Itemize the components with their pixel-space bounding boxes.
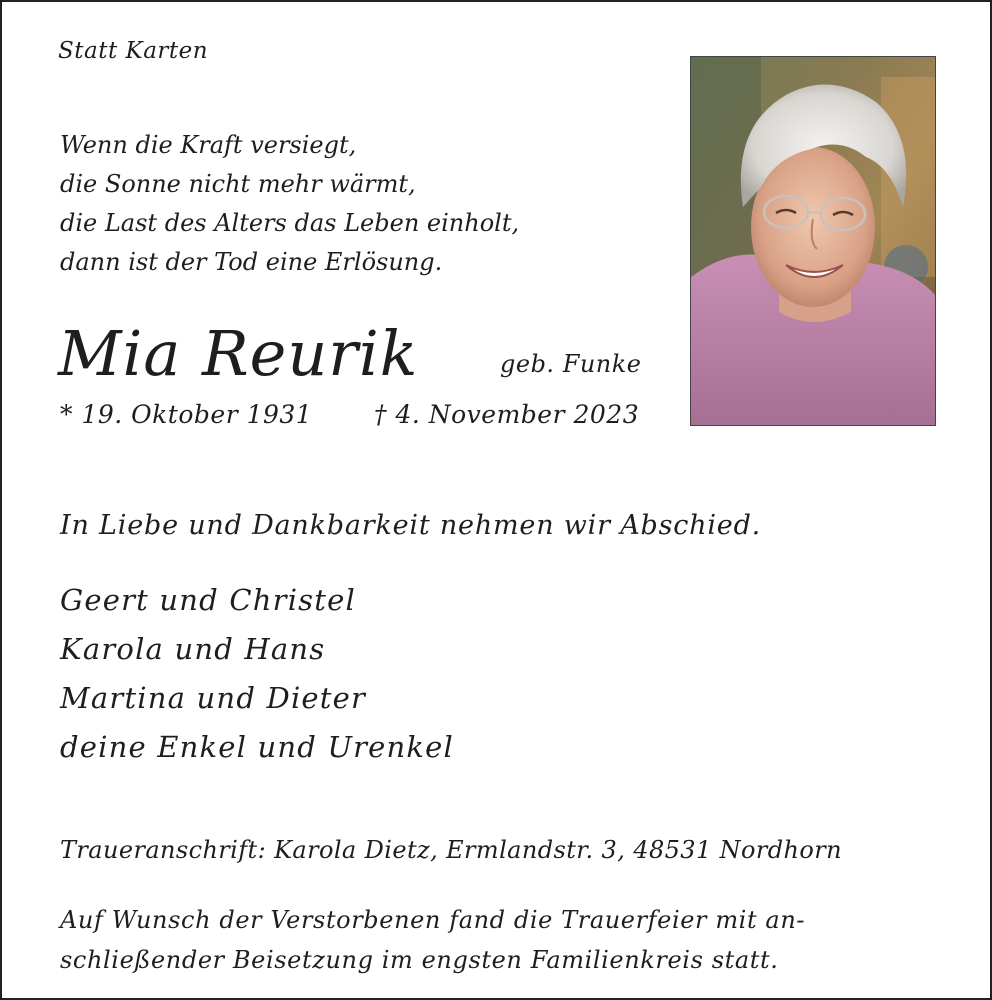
mourning-address: Traueranschrift: Karola Dietz, Ermlandstr. 3, 48531 Nordhorn (60, 836, 842, 864)
poem-line: Wenn die Kraft versiegt, (60, 131, 357, 159)
poem-line: dann ist der Tod eine Erlösung. (60, 248, 443, 276)
death-date: † 4. November 2023 (374, 400, 640, 429)
portrait-photo (690, 56, 936, 426)
farewell-text: In Liebe und Dankbarkeit nehmen wir Abschied. (60, 510, 762, 541)
family-line: Geert und Christel (60, 583, 356, 617)
header-text: Statt Karten (58, 38, 209, 64)
family-list (60, 576, 454, 772)
notice-line: Auf Wunsch der Verstorbenen fand die Trauerfeier mit an- (60, 906, 806, 934)
poem-line: die Last des Alters das Leben einholt, (60, 209, 520, 237)
maiden-name: geb. Funke (500, 350, 642, 378)
family-line: deine Enkel und Urenkel (60, 730, 455, 764)
funeral-notice (60, 900, 805, 980)
deceased-name: Mia Reurik (58, 317, 419, 390)
poem-line: die Sonne nicht mehr wärmt, (60, 170, 416, 198)
birth-date: * 19. Oktober 1931 (60, 400, 313, 429)
poem (60, 126, 519, 282)
family-line: Martina und Dieter (60, 681, 367, 715)
notice-line: schließender Beisetzung im engsten Familienkreis statt. (60, 946, 779, 974)
family-line: Karola und Hans (60, 632, 326, 666)
